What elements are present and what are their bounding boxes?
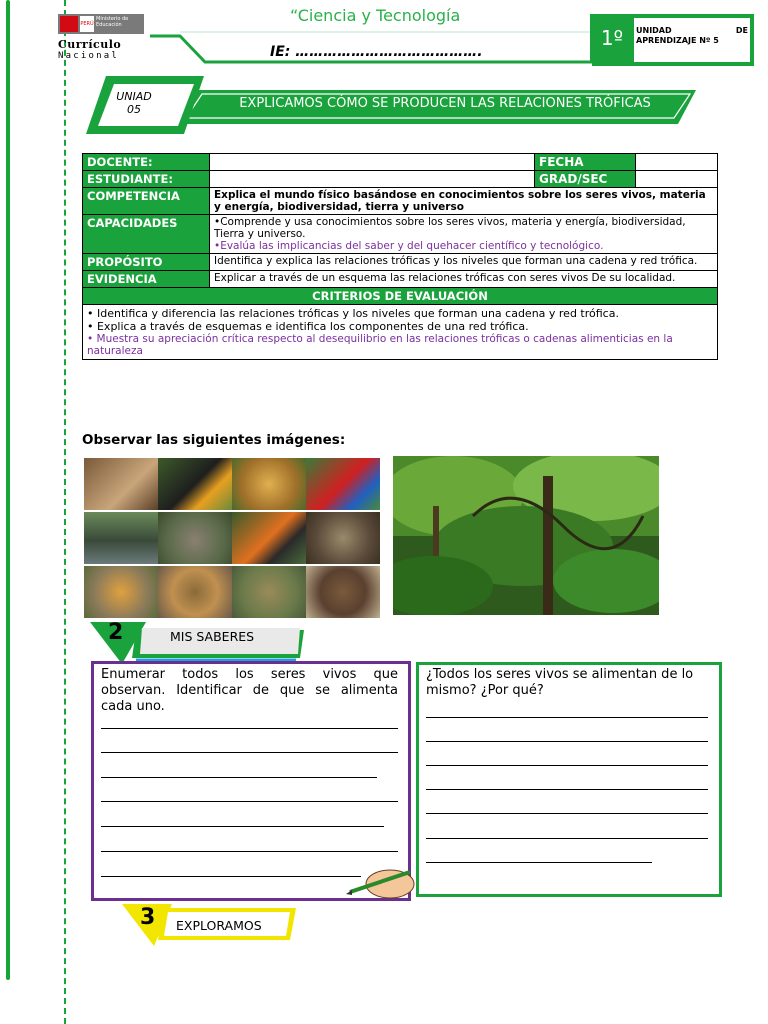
answer-line[interactable] [426,765,708,766]
animal-photo [84,566,158,618]
unit-badge: UNIAD 05 [116,90,152,116]
docente-label: DOCENTE: [83,154,210,171]
hand-pencil-icon [346,862,418,904]
grad-label: GRAD/SEC [535,171,636,188]
section3-label: EXPLORAMOS [176,918,262,933]
left-dashed-margin [64,0,66,1024]
page-title: EXPLICAMOS CÓMO SE PRODUCEN LAS RELACIONES TRÓFICAS [239,96,651,111]
curriculo-logo-text: Currículo [58,38,122,51]
observe-heading: Observar las siguientes imágenes: [82,432,346,448]
competencia-value: Explica el mundo físico basándose en conocimientos sobre los seres vivos, materia y energía, biodiversidad, tierra y universo [210,188,718,215]
answer-line[interactable] [426,717,708,718]
grad-field[interactable] [636,171,718,188]
section3-number: 3 [140,905,156,930]
answer-line[interactable] [101,752,398,753]
animal-photo [232,566,306,618]
question-left: Enumerar todos los seres vivos que observan. Identificar de que se alimenta cada uno. [101,667,398,714]
course-title: “Ciencia y Tecnología [290,6,461,25]
fecha-label: FECHA [535,154,636,171]
capacidad-1: •Comprende y usa conocimientos sobre los seres vivos, materia y energía, biodiversidad, Tierra y universo. [214,216,686,240]
forest-photo [393,456,659,615]
criterio-1: • Identifica y diferencia las relaciones tróficas y los niveles que forman una cadena y red trófica. [87,307,619,320]
school-field: IE: …………………………………. [270,44,483,60]
animal-photo [232,512,306,564]
logo-ministry-text: Ministerio de Educación [96,16,129,28]
answer-line[interactable] [101,876,361,877]
session-info-table [82,153,718,360]
answer-line[interactable] [101,728,398,729]
animal-photo [158,566,232,618]
proposito-label: PROPÓSITO [83,254,210,271]
capacidades-label: CAPACIDADES [83,215,210,254]
criterio-3: • Muestra su apreciación crítica respecto al desequilibrio en las relaciones tróficas o cadenas alimenticias en la naturaleza [87,333,673,357]
unit-label: UNIDAD DE APRENDIZAJE Nº 5 [636,26,748,45]
animal-photo [158,512,232,564]
section2-number: 2 [108,620,124,645]
animal-photo-collage [84,458,384,618]
animal-photo [232,458,306,510]
answer-line[interactable] [426,838,708,839]
answer-line[interactable] [426,813,708,814]
answer-line[interactable] [101,826,384,827]
answer-line[interactable] [426,862,652,863]
grade-number: 1º [600,26,624,50]
estudiante-field[interactable] [210,171,535,188]
answer-line[interactable] [101,851,398,852]
answer-line[interactable] [101,801,398,802]
answer-line[interactable] [426,741,708,742]
animal-photo [84,458,158,510]
capacidad-2: •Evalúa las implicancias del saber y del quehacer científico y tecnológico. [214,240,604,252]
evidencia-value: Explicar a través de un esquema las relaciones tróficas con seres vivos De su localidad. [210,271,718,288]
criterio-2: • Explica a través de esquemas e identifica los componentes de una red trófica. [87,320,529,333]
animal-photo [306,512,380,564]
logo-peru-text: PERÚ [80,16,94,32]
docente-field[interactable] [210,154,535,171]
animal-photo [158,458,232,510]
competencia-label: COMPETENCIA [83,188,210,215]
section2-label: MIS SABERES [170,629,255,644]
answer-line[interactable] [426,789,708,790]
proposito-value: Identifica y explica las relaciones tróficas y los niveles que forman una cadena y red trófica. [210,254,718,271]
nacional-logo-text: Nacional [58,51,119,61]
fecha-field[interactable] [636,154,718,171]
animal-photo [84,512,158,564]
estudiante-label: ESTUDIANTE: [83,171,210,188]
animal-photo [306,566,380,618]
capacidades-value [210,215,718,254]
evidencia-label: EVIDENCIA [83,271,210,288]
answer-line[interactable] [101,777,377,778]
criterios-list [83,305,718,360]
criterios-header: CRITERIOS DE EVALUACIÓN [83,288,718,305]
question-right: ¿Todos los seres vivos se alimentan de lo mismo? ¿Por qué? [426,667,694,698]
peru-flag-icon [60,16,78,32]
left-border-bar [6,0,10,980]
animal-photo [306,458,380,510]
